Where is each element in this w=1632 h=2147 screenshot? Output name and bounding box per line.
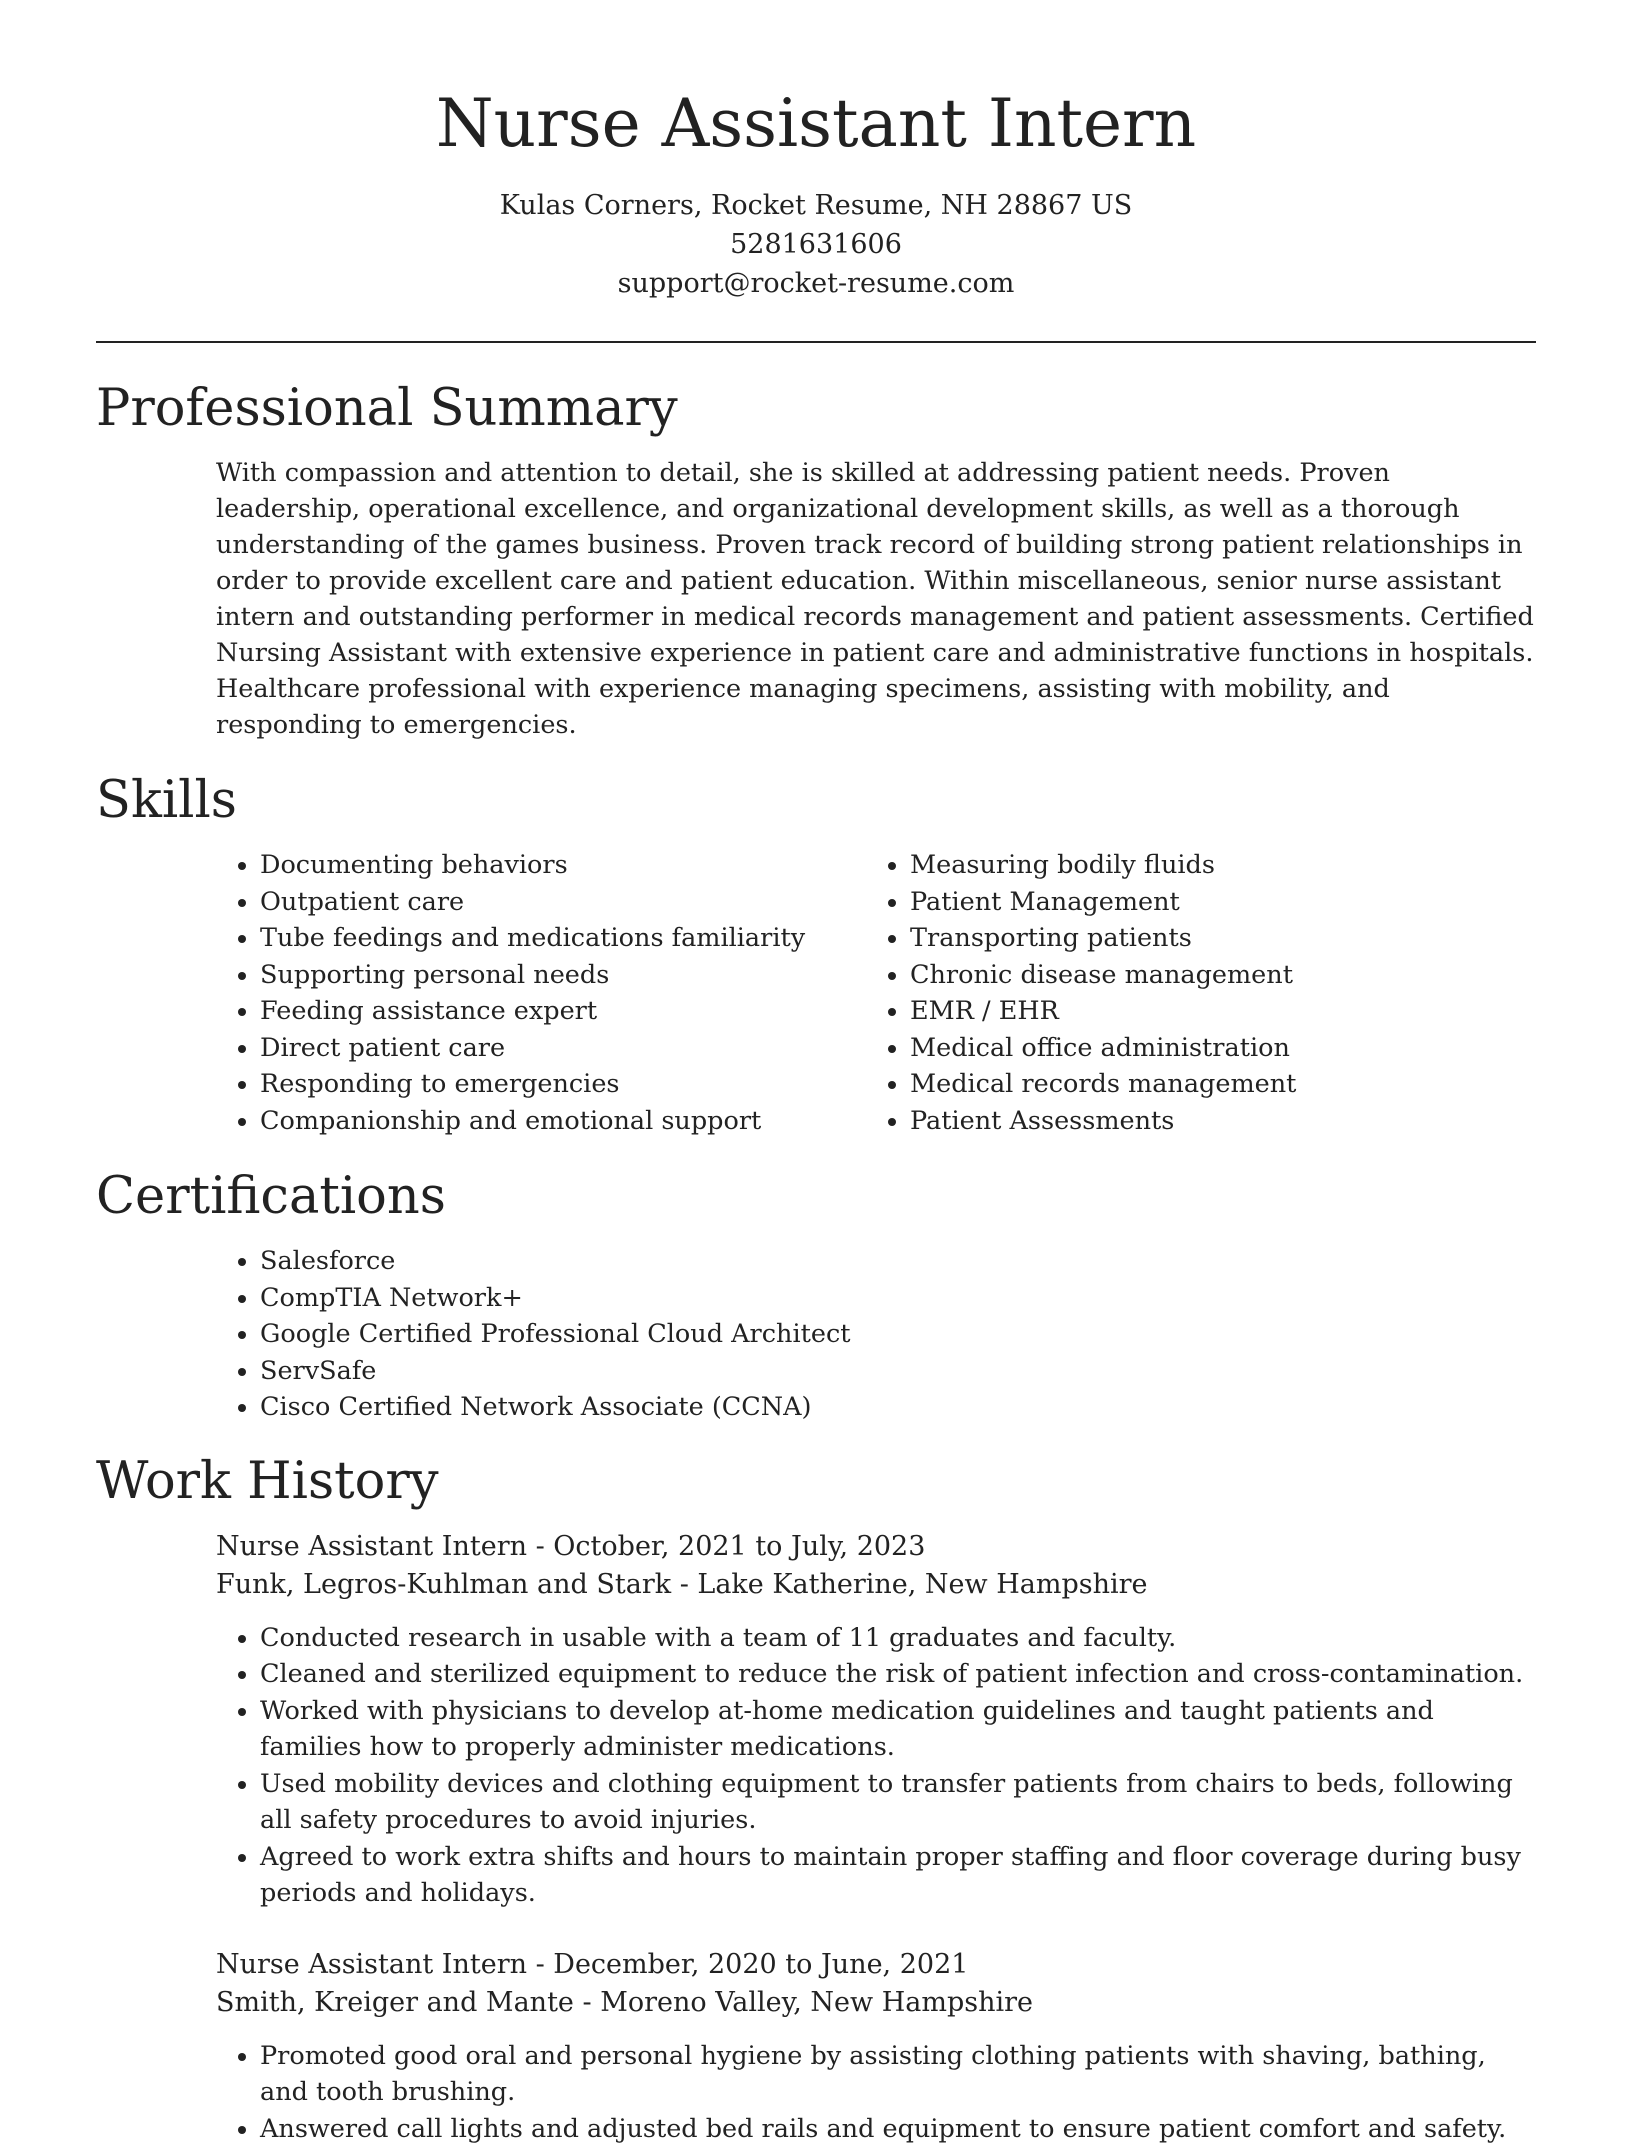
- address: Kulas Corners, Rocket Resume, NH 28867 US: [96, 186, 1536, 225]
- skill-item: • Transporting patients: [910, 920, 1516, 957]
- job-entry: [216, 1528, 1536, 1912]
- job-role: Nurse Assistant Intern: [216, 1531, 527, 1562]
- job-duty: • Worked with physicians to develop at-home medication guidelines and taught patients and families how to properly administer medications.: [260, 1693, 1536, 1766]
- job-company: Smith, Kreiger and Mante: [216, 1987, 574, 2018]
- candidate-name: Nurse Assistant Intern: [96, 84, 1536, 164]
- certifications-section: [96, 1167, 1536, 1426]
- certification-item: • Salesforce: [260, 1243, 1536, 1280]
- work-history-section: [96, 1452, 1536, 2147]
- phone: 5281631606: [96, 225, 1536, 264]
- skill-item: • Responding to emergencies: [260, 1066, 866, 1103]
- resume-header: [96, 84, 1536, 303]
- header-divider: [96, 341, 1536, 343]
- email: support@rocket-resume.com: [96, 264, 1536, 303]
- job-title-line: Nurse Assistant Intern - December, 2020 to June, 2021: [216, 1946, 1536, 1984]
- skill-item: • Chronic disease management: [910, 957, 1516, 994]
- job-duty: • Used mobility devices and clothing equipment to transfer patients from chairs to beds, following all safety procedures to avoid injuries.: [260, 1766, 1536, 1839]
- summary-title: Professional Summary: [96, 379, 1536, 439]
- work-history-title: Work History: [96, 1452, 1536, 1512]
- job-duty: • Conducted research in usable with a team of 11 graduates and faculty.: [260, 1620, 1536, 1657]
- job-dates: October, 2021 to July, 2023: [553, 1531, 925, 1562]
- certification-item: • ServSafe: [260, 1353, 1536, 1390]
- skill-item: • Direct patient care: [260, 1030, 866, 1067]
- skills-title: Skills: [96, 771, 1536, 831]
- certification-item: • CompTIA Network+: [260, 1280, 1536, 1317]
- skill-item: • Feeding assistance expert: [260, 993, 866, 1030]
- skill-item: • Measuring bodily fluids: [910, 847, 1516, 884]
- skills-grid: [96, 847, 1536, 1139]
- skill-item: • EMR / EHR: [910, 993, 1516, 1030]
- job-location: Lake Katherine, New Hampshire: [697, 1569, 1147, 1600]
- skill-item: • Documenting behaviors: [260, 847, 866, 884]
- skill-item: • Tube feedings and medications familiarity: [260, 920, 866, 957]
- certifications-title: Certifications: [96, 1167, 1536, 1227]
- job-duty: • Answered call lights and adjusted bed rails and equipment to ensure patient comfort and safety.: [260, 2111, 1536, 2147]
- job-company: Funk, Legros-Kuhlman and Stark: [216, 1569, 671, 1600]
- skill-item: • Supporting personal needs: [260, 957, 866, 994]
- job-location: Moreno Valley, New Hampshire: [600, 1987, 1033, 2018]
- job-company-line: Smith, Kreiger and Mante - Moreno Valley, New Hampshire: [216, 1984, 1536, 2022]
- job-duty: • Cleaned and sterilized equipment to reduce the risk of patient infection and cross-contamination.: [260, 1656, 1536, 1693]
- job-duty: • Promoted good oral and personal hygiene by assisting clothing patients with shaving, bathing, and tooth brushing.: [260, 2038, 1536, 2111]
- skills-section: [96, 771, 1536, 1139]
- skill-item: • Medical records management: [910, 1066, 1516, 1103]
- summary-section: [96, 379, 1536, 743]
- skills-list-right: [866, 847, 1516, 1139]
- skills-list-left: [216, 847, 866, 1139]
- job-title-line: Nurse Assistant Intern - October, 2021 to July, 2023: [216, 1528, 1536, 1566]
- job-duties-list: [216, 1620, 1536, 1912]
- skill-item: • Outpatient care: [260, 884, 866, 921]
- job-entry: [216, 1946, 1536, 2147]
- job-dates: December, 2020 to June, 2021: [553, 1949, 968, 1980]
- skill-item: • Patient Management: [910, 884, 1516, 921]
- job-role: Nurse Assistant Intern: [216, 1949, 527, 1980]
- certification-item: • Google Certified Professional Cloud Architect: [260, 1316, 1536, 1353]
- summary-text: With compassion and attention to detail, she is skilled at addressing patient needs. Proven leadership, operational excellence, and organizational development skills, as well as a thorough understanding of the games business. Proven track record of building strong patient relationships in order to provide excellent care and patient education. Within miscellaneous, senior nurse assistant intern and outstanding performer in medical records management and patient assessments. Certified Nursing Assistant with extensive experience in patient care and administrative functions in hospitals. Healthcare professional with experience managing specimens, assisting with mobility, and responding to emergencies.: [216, 455, 1536, 743]
- skill-item: • Companionship and emotional support: [260, 1103, 866, 1140]
- job-company-line: Funk, Legros-Kuhlman and Stark - Lake Katherine, New Hampshire: [216, 1566, 1536, 1604]
- job-duty: • Agreed to work extra shifts and hours to maintain proper staffing and floor coverage during busy periods and holidays.: [260, 1839, 1536, 1912]
- skill-item: • Patient Assessments: [910, 1103, 1516, 1140]
- skill-item: • Medical office administration: [910, 1030, 1516, 1067]
- job-duties-list: [216, 2038, 1536, 2147]
- certification-item: • Cisco Certified Network Associate (CCNA): [260, 1389, 1536, 1426]
- certifications-list: [216, 1243, 1536, 1426]
